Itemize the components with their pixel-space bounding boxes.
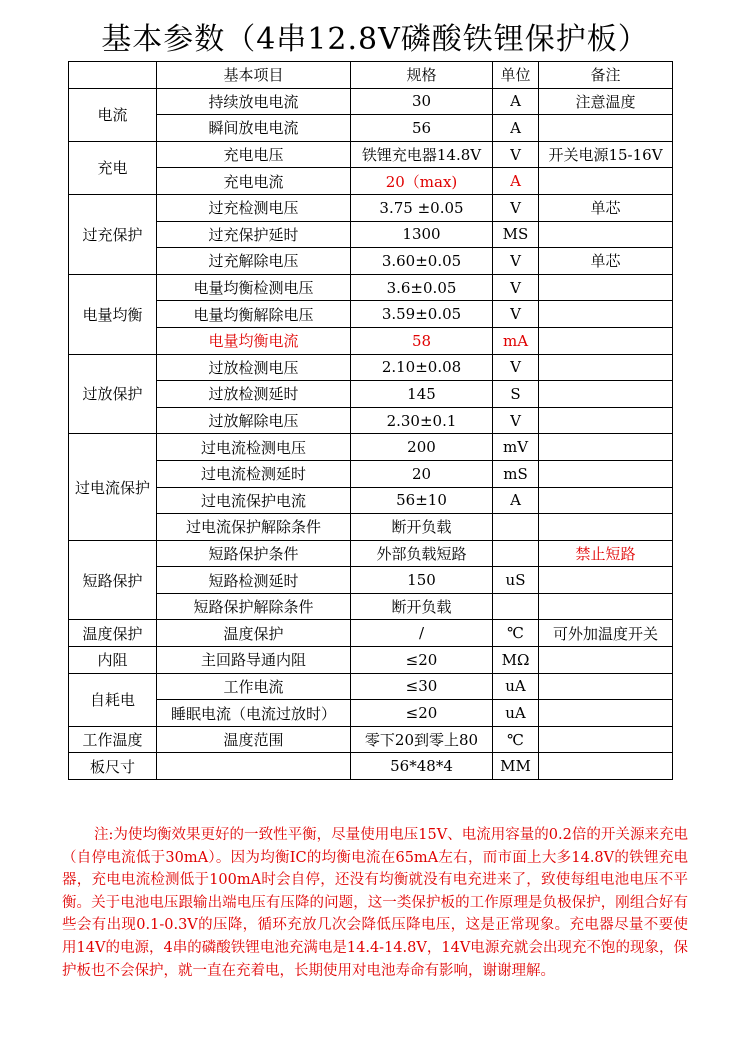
remark-cell-highlight: 禁止短路 <box>539 540 673 567</box>
remark-cell: 开关电源15-16V <box>539 141 673 168</box>
unit-cell: uS <box>493 567 539 594</box>
spec-cell: 铁锂充电器14.8V <box>351 141 493 168</box>
page-title: 基本参数（4串12.8V磷酸铁锂保护板） <box>101 22 649 57</box>
spec-cell: ≤20 <box>351 700 493 727</box>
table-row <box>69 407 673 434</box>
item-cell: 短路保护条件 <box>157 540 351 567</box>
unit-cell: uA <box>493 700 539 727</box>
spec-cell: 200 <box>351 434 493 461</box>
unit-cell <box>493 540 539 567</box>
table-row <box>69 141 673 168</box>
header-group-cell <box>69 62 157 89</box>
spec-cell: 3.6±0.05 <box>351 274 493 301</box>
table-row <box>69 753 673 780</box>
remark-cell <box>539 700 673 727</box>
item-cell: 充电电流 <box>157 168 351 195</box>
table-row <box>69 274 673 301</box>
remark-cell: 注意温度 <box>539 88 673 115</box>
spec-cell: 30 <box>351 88 493 115</box>
unit-cell: ℃ <box>493 620 539 647</box>
unit-cell: V <box>493 407 539 434</box>
spec-cell: 3.59±0.05 <box>351 301 493 328</box>
group-label-temp-protect: 温度保护 <box>69 620 157 647</box>
unit-cell <box>493 514 539 541</box>
remark-cell <box>539 487 673 514</box>
remark-cell <box>539 673 673 700</box>
unit-cell: uA <box>493 673 539 700</box>
group-label-self-consumption: 自耗电 <box>69 673 157 726</box>
remark-cell <box>539 434 673 461</box>
spec-cell: ≤30 <box>351 673 493 700</box>
group-label-balance: 电量均衡 <box>69 274 157 354</box>
group-label-short: 短路保护 <box>69 540 157 620</box>
spec-cell-highlight: 58 <box>351 327 493 354</box>
table-row <box>69 487 673 514</box>
spec-cell: 56±10 <box>351 487 493 514</box>
group-label-charge: 充电 <box>69 141 157 194</box>
group-label-current: 电流 <box>69 88 157 141</box>
unit-cell: A <box>493 487 539 514</box>
remark-cell <box>539 407 673 434</box>
remark-cell: 可外加温度开关 <box>539 620 673 647</box>
remark-cell <box>539 753 673 780</box>
spec-cell: 断开负载 <box>351 514 493 541</box>
table-row <box>69 620 673 647</box>
table-row <box>69 673 673 700</box>
spec-cell: 145 <box>351 381 493 408</box>
unit-cell-highlight: A <box>493 168 539 195</box>
item-cell: 电量均衡解除电压 <box>157 301 351 328</box>
spec-cell: 20 <box>351 460 493 487</box>
unit-cell: V <box>493 194 539 221</box>
spec-cell: 1300 <box>351 221 493 248</box>
group-label-overdischarge: 过放保护 <box>69 354 157 434</box>
group-label-overcharge: 过充保护 <box>69 194 157 274</box>
item-cell: 过放解除电压 <box>157 407 351 434</box>
item-cell: 瞬间放电电流 <box>157 115 351 142</box>
table-row <box>69 168 673 195</box>
table-row <box>69 88 673 115</box>
remark-cell <box>539 327 673 354</box>
spec-cell-highlight: 20（max) <box>351 168 493 195</box>
spec-table <box>68 61 673 780</box>
table-row <box>69 700 673 727</box>
spec-cell: 3.60±0.05 <box>351 248 493 275</box>
header-remark: 备注 <box>539 62 673 89</box>
remark-cell <box>539 593 673 620</box>
remark-cell <box>539 726 673 753</box>
unit-cell: V <box>493 301 539 328</box>
table-header-row <box>69 62 673 89</box>
spec-cell: 2.10±0.08 <box>351 354 493 381</box>
item-cell: 过电流检测电压 <box>157 434 351 461</box>
table-row <box>69 381 673 408</box>
table-row <box>69 434 673 461</box>
unit-cell-highlight: mA <box>493 327 539 354</box>
table-row <box>69 194 673 221</box>
item-cell: 过充检测电压 <box>157 194 351 221</box>
unit-cell: V <box>493 248 539 275</box>
table-row <box>69 567 673 594</box>
item-cell-highlight: 电量均衡电流 <box>157 327 351 354</box>
header-item: 基本项目 <box>157 62 351 89</box>
table-row <box>69 514 673 541</box>
remark-cell <box>539 274 673 301</box>
remark-cell <box>539 168 673 195</box>
spec-cell: 56*48*4 <box>351 753 493 780</box>
remark-cell <box>539 647 673 674</box>
remark-cell: 单芯 <box>539 194 673 221</box>
table-row <box>69 460 673 487</box>
unit-cell: MΩ <box>493 647 539 674</box>
table-row <box>69 647 673 674</box>
header-unit: 单位 <box>493 62 539 89</box>
remark-cell <box>539 567 673 594</box>
group-label-board-size: 板尺寸 <box>69 753 157 780</box>
item-cell: 过电流保护解除条件 <box>157 514 351 541</box>
unit-cell: MS <box>493 221 539 248</box>
item-cell: 睡眠电流（电流过放时） <box>157 700 351 727</box>
item-cell: 过充解除电压 <box>157 248 351 275</box>
item-cell: 过放检测延时 <box>157 381 351 408</box>
spec-cell: 外部负载短路 <box>351 540 493 567</box>
item-cell: 温度范围 <box>157 726 351 753</box>
spec-cell: 3.75 ±0.05 <box>351 194 493 221</box>
unit-cell: mV <box>493 434 539 461</box>
item-cell: 短路保护解除条件 <box>157 593 351 620</box>
table-row <box>69 593 673 620</box>
item-cell: 主回路导通内阻 <box>157 647 351 674</box>
remark-cell: 单芯 <box>539 248 673 275</box>
item-cell: 持续放电电流 <box>157 88 351 115</box>
spec-cell: / <box>351 620 493 647</box>
unit-cell: mS <box>493 460 539 487</box>
remark-cell <box>539 301 673 328</box>
spec-cell: 150 <box>351 567 493 594</box>
remark-cell <box>539 381 673 408</box>
item-cell: 短路检测延时 <box>157 567 351 594</box>
item-cell: 电量均衡检测电压 <box>157 274 351 301</box>
item-cell: 工作电流 <box>157 673 351 700</box>
table-row <box>69 248 673 275</box>
unit-cell: V <box>493 141 539 168</box>
group-label-resistance: 内阻 <box>69 647 157 674</box>
group-label-overcurrent: 过电流保护 <box>69 434 157 540</box>
item-cell <box>157 753 351 780</box>
table-row <box>69 327 673 354</box>
item-cell: 过电流检测延时 <box>157 460 351 487</box>
unit-cell: A <box>493 115 539 142</box>
table-row <box>69 221 673 248</box>
group-label-work-temp: 工作温度 <box>69 726 157 753</box>
remark-cell <box>539 221 673 248</box>
remark-cell <box>539 354 673 381</box>
table-row <box>69 301 673 328</box>
item-cell: 过电流保护电流 <box>157 487 351 514</box>
spec-cell: 56 <box>351 115 493 142</box>
table-row <box>69 354 673 381</box>
item-cell: 过放检测电压 <box>157 354 351 381</box>
item-cell: 充电电压 <box>157 141 351 168</box>
header-spec: 规格 <box>351 62 493 89</box>
spec-cell: 断开负载 <box>351 593 493 620</box>
spec-cell: 零下20到零上80 <box>351 726 493 753</box>
unit-cell: V <box>493 274 539 301</box>
remark-cell <box>539 514 673 541</box>
remark-cell <box>539 115 673 142</box>
spec-cell: ≤20 <box>351 647 493 674</box>
table-row <box>69 726 673 753</box>
unit-cell: S <box>493 381 539 408</box>
item-cell: 过充保护延时 <box>157 221 351 248</box>
spec-cell: 2.30±0.1 <box>351 407 493 434</box>
unit-cell: MM <box>493 753 539 780</box>
unit-cell: V <box>493 354 539 381</box>
table-row <box>69 115 673 142</box>
unit-cell: ℃ <box>493 726 539 753</box>
note-paragraph: 注:为使均衡效果更好的一致性平衡，尽量使用电压15V、电流用容量的0.2倍的开关源来充电（自停电流低于30mA）。因为均衡IC的均衡电流在65mA左右，而市面上大多14.8V的铁锂充电器，充电电流检测低于100mA时会自停，还没有均衡就没有电充进来了，致使每组电池电压不平衡。关于电池电压跟输出端电压有压降的问题，这一类保护板的工作原理是负极保护，刚组合好有些会有出现0.1-0.3V的压降，循环充放几次会降低压降电压，这是正常现象。充电器尽量不要使用14V的电源，4串的磷酸铁锂电池充满电是14.4-14.8V，14V电源充就会出现充不饱的现象，保护板也不会保护，就一直在充着电，长期使用对电池寿命有影响，谢谢理解。 <box>62 827 688 979</box>
unit-cell <box>493 593 539 620</box>
item-cell: 温度保护 <box>157 620 351 647</box>
unit-cell: A <box>493 88 539 115</box>
remark-cell <box>539 460 673 487</box>
table-row <box>69 540 673 567</box>
